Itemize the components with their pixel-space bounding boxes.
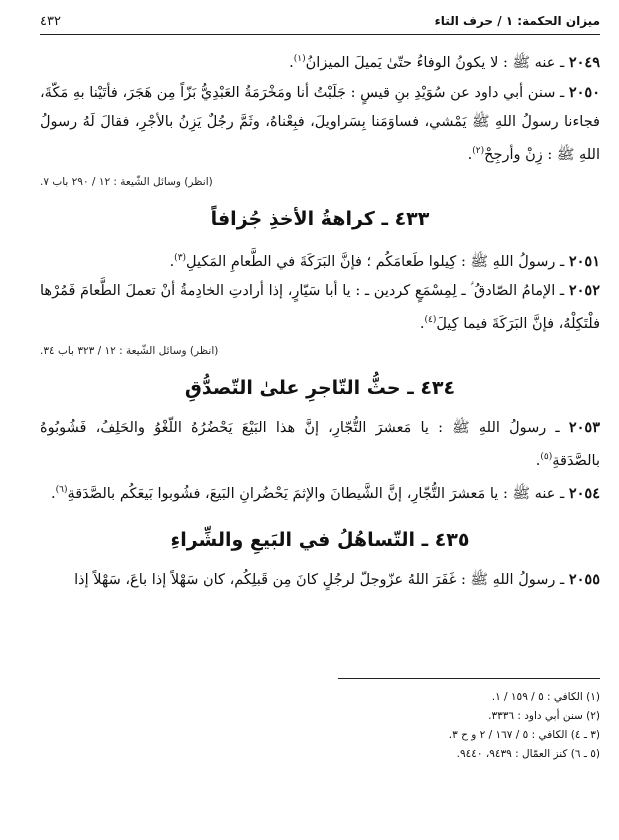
sentence-end: . bbox=[50, 485, 56, 502]
footnote-marker: (١) bbox=[293, 54, 306, 64]
hadith-paragraph bbox=[40, 244, 600, 277]
sentence-end: . bbox=[419, 316, 425, 333]
hadith-text: ـ عنه ﷺ : لا يكونُ الوفاءُ حتّىٰ يَميلَ الميزانُ bbox=[305, 54, 569, 71]
footnote-item: (٣ ـ ٤) الكافي : ٥ / ١٦٧ / ٢ و ح ٣. bbox=[448, 729, 600, 741]
page-number: ٤٣٢ bbox=[40, 14, 61, 29]
footnote-divider bbox=[338, 678, 600, 679]
sentence-end: . bbox=[169, 253, 175, 270]
hadith-number: ٢٠٥٥ bbox=[568, 570, 600, 588]
book-page bbox=[40, 12, 600, 832]
hadith-paragraph bbox=[40, 476, 600, 509]
sentence-end: . bbox=[467, 146, 473, 163]
hadith-paragraph bbox=[40, 78, 600, 170]
footnote-marker: (٤) bbox=[424, 315, 437, 326]
section-title: ٤٣٣ ـ كراهةُ الأخذِ جُزافاً bbox=[210, 207, 430, 230]
hadith-text: ـ سنن أبي داود عن سُوَيْدِ بنِ قيسٍ : جَلَبْتُ أنا ومَخْرَمَةُ العَبْدِيُّ بَزّاً مِن هَجَرَ، فأتَيْنا بهِ مَكّةَ، فجاءنا رسولُ اللهِ ﷺ يَمْشي، فساوَمَنا بِسَراويلَ، فبِعْناهُ، وثَمَّ رجُلٌ يَزِنُ بالأجْرِ، فقالَ لَهُ رسولُ اللهِ ﷺ : زِنْ وأرجِحْ bbox=[40, 84, 600, 163]
sentence-end: . bbox=[535, 453, 541, 470]
hadith-number: ٢٠٥٣ bbox=[568, 419, 600, 437]
hadith-paragraph bbox=[40, 45, 600, 78]
hadith-text: ـ رسولُ اللهِ ﷺ : كِيلوا طَعامَكُم ؛ فإنَّ البَرَكَةَ في الطَّعامِ المَكيلِ bbox=[186, 253, 569, 270]
footnotes bbox=[40, 688, 600, 764]
footnote-item: (١) الكافي : ٥ / ١٥٩ / ١. bbox=[491, 691, 600, 703]
hadith-number: ٢٠٥٠ bbox=[568, 83, 600, 101]
footnote-marker: (٦) bbox=[55, 485, 68, 496]
sentence-end: . bbox=[289, 54, 294, 71]
footnote-item: (٥ ـ ٦) كنز العمّال : ٩٤٣٩، ٩٤٤٠. bbox=[456, 748, 600, 760]
cross-reference-note: (انظر) وسائل الشّيعة : ١٢ / ٣٢٣ باب ٣٤. bbox=[40, 345, 219, 358]
running-header bbox=[40, 12, 600, 35]
cross-reference-note: (انظر) وسائل الشّيعة : ١٢ / ٢٩٠ باب ٧. bbox=[40, 175, 213, 188]
footnote-marker: (٢) bbox=[472, 145, 485, 156]
hadith-number: ٢٠٥٢ bbox=[568, 282, 600, 300]
hadith-text: ـ عنه ﷺ : يا مَعشرَ التُّجّارِ، إنَّ الشَّيطانَ والإثمَ يَحْضُرانِ البَيعَ، فشُوبوا بَيعَكُم بالصَّدَقةِ bbox=[67, 485, 569, 502]
footnote-marker: (٣) bbox=[174, 252, 187, 263]
hadith-text: ـ الإمامُ الصّادقُ ؑ ـ لِمِسْمَعٍ كردين ـ : يا أبا سَيّارٍ، إذا أرادتِ الخادِمةُ أنْ تعملَ الطَّعامَ فَمُرْها فلْتَكِلْهُ، فإنَّ البَرَكَةَ فيما كِيلَ bbox=[40, 283, 600, 333]
hadith-text: ـ رسولُ اللهِ ﷺ : يا مَعشرَ التُّجّارِ، إنَّ هذا البَيْعَ يَحْضُرُهُ اللّغْوُ والحَلِفُ، فَشُوبُوهُ بالصَّدَقةِ bbox=[40, 420, 600, 470]
hadith-paragraph bbox=[40, 413, 600, 476]
footnote-marker: (٥) bbox=[540, 452, 553, 463]
hadith-paragraph bbox=[40, 565, 600, 595]
running-title: ميزان الحكمة: ١ / حرف التاء bbox=[434, 14, 600, 28]
footnote-item: (٢) سنن أبي داود : ٣٣٣٦. bbox=[488, 710, 600, 722]
section-title: ٤٣٥ ـ التّساهُلُ في البَيعِ والشِّراءِ bbox=[170, 528, 470, 551]
hadith-number: ٢٠٤٩ bbox=[568, 53, 600, 71]
hadith-paragraph bbox=[40, 276, 600, 339]
hadith-text: ـ رسولُ اللهِ ﷺ : غَفَرَ اللهُ عزّوجلّ لرجُلٍ كانَ مِن قَبلِكُم، كان سَهْلاً إذا باعَ، سَهْلاً إذا bbox=[74, 571, 569, 588]
page-body bbox=[40, 45, 600, 595]
section-title: ٤٣٤ ـ حثُّ التّاجرِ علىٰ التّصدُّقِ bbox=[184, 377, 456, 400]
hadith-number: ٢٠٥٤ bbox=[568, 484, 600, 502]
hadith-number: ٢٠٥١ bbox=[568, 252, 600, 270]
